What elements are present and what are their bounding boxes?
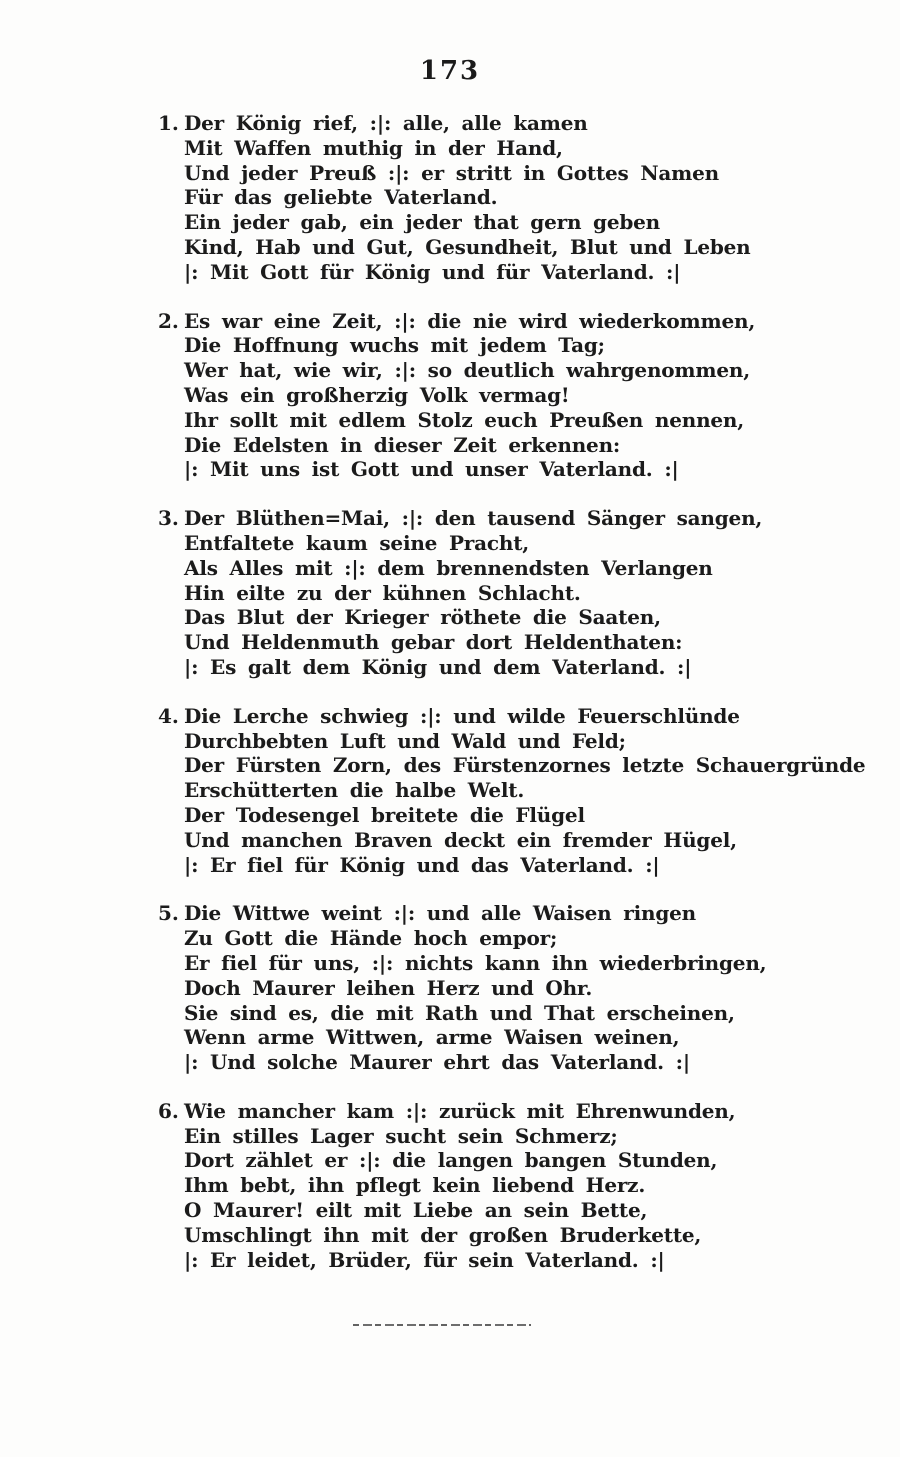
poem-line: Wie mancher kam :|: zurück mit Ehrenwunden, — [184, 1098, 736, 1123]
poem-line: Wenn arme Wittwen, arme Waisen weinen, — [184, 1025, 680, 1050]
stanza — [158, 901, 858, 1075]
poem-line: Ihr sollt mit edlem Stolz euch Preußen nennen, — [184, 407, 745, 432]
stanza-lines — [184, 1099, 735, 1273]
poem-line: Ein jeder gab, ein jeder that gern geben — [184, 210, 661, 235]
poem-line: Die Hoffnung wuchs mit jedem Tag; — [184, 333, 605, 358]
poem-line: Mit Waffen muthig in der Hand, — [184, 135, 563, 160]
stanza-number: 1. — [158, 111, 179, 135]
poem-line: Der Blüthen=Mai, :|: den tausend Sänger sangen, — [184, 506, 763, 531]
stanza-lines — [184, 506, 762, 680]
poem-line: Und Heldenmuth gebar dort Heldenthaten: — [184, 630, 683, 655]
poem-line: Zu Gott die Hände hoch empor; — [184, 926, 558, 951]
stanza-number: 3. — [158, 506, 179, 531]
stanza-lines — [184, 901, 766, 1075]
stanza-number: 2. — [158, 308, 179, 333]
poem-line: Der Todesengel breitete die Flügel — [184, 802, 585, 827]
poem-line: Es war eine Zeit, :|: die nie wird wiederkommen, — [184, 308, 756, 333]
poem-line: |: Und solche Maurer ehrt das Vaterland. :| — [184, 1050, 690, 1075]
poem-line: Erschütterten die halbe Welt. — [184, 778, 525, 803]
stanza-lines — [184, 309, 755, 483]
poem-line: Kind, Hab und Gut, Gesundheit, Blut und Leben — [184, 234, 751, 259]
poem-line: |: Er fiel für König und das Vaterland. :| — [184, 852, 660, 877]
poem-line: Doch Maurer leihen Herz und Ohr. — [184, 975, 593, 1000]
poem-line: Ihm bebt, ihn pflegt kein liebend Herz. — [184, 1173, 646, 1198]
poem-line: Was ein großherzig Volk vermag! — [184, 382, 570, 407]
poem-line: Und jeder Preuß :|: er stritt in Gottes Namen — [184, 160, 720, 185]
poem-line: Und manchen Braven deckt ein fremder Hügel, — [184, 827, 737, 852]
stanza — [158, 506, 858, 680]
poem-line: |: Er leidet, Brüder, für sein Vaterland. :| — [184, 1247, 665, 1272]
poem-line: Ein stilles Lager sucht sein Schmerz; — [184, 1123, 618, 1148]
poem-line: Wer hat, wie wir, :|: so deutlich wahrgenommen, — [184, 358, 750, 383]
poem-line: |: Es galt dem König und dem Vaterland. :| — [184, 654, 692, 679]
stanza-number: 5. — [158, 901, 179, 926]
poem-line: Hin eilte zu der kühnen Schlacht. — [184, 580, 581, 605]
poem-line: |: Mit uns ist Gott und unser Vaterland. :| — [184, 457, 679, 482]
stanza-lines — [184, 704, 865, 878]
poem-line: Umschlingt ihn mit der großen Bruderkette, — [184, 1222, 702, 1247]
poem-line: Die Wittwe weint :|: und alle Waisen ringen — [184, 901, 696, 926]
poem-line: Entfaltete kaum seine Pracht, — [184, 530, 530, 555]
poem-line: Der Fürsten Zorn, des Fürstenzornes letzte Schauergründe — [184, 753, 866, 778]
page-number: 173 — [419, 56, 481, 86]
stanza — [158, 111, 858, 285]
poem-line: Das Blut der Krieger röthete die Saaten, — [184, 605, 661, 630]
poem-line: Die Lerche schwieg :|: und wilde Feuerschlünde — [184, 703, 740, 728]
poem-line: Sie sind es, die mit Rath und That erscheinen, — [184, 1000, 735, 1025]
poem-line: |: Mit Gott für König und für Vaterland. :| — [184, 259, 681, 284]
stanza-lines — [184, 111, 751, 285]
poem-line: Dort zählet er :|: die langen bangen Stunden, — [184, 1148, 718, 1173]
decorative-rule — [353, 1324, 531, 1326]
poem-line: Er fiel für uns, :|: nichts kann ihn wiederbringen, — [184, 950, 767, 975]
stanza — [158, 309, 858, 483]
stanza — [158, 1099, 858, 1273]
poem-line: Für das geliebte Vaterland. — [184, 185, 498, 210]
poem-line: Die Edelsten in dieser Zeit erkennen: — [184, 432, 621, 457]
stanza — [158, 703, 866, 878]
poem-line: Der König rief, :|: alle, alle kamen — [184, 111, 588, 135]
poem-line: Als Alles mit :|: dem brennendsten Verlangen — [184, 555, 713, 580]
stanza-number: 6. — [158, 1098, 179, 1123]
poem — [158, 111, 866, 1296]
poem-line: O Maurer! eilt mit Liebe an sein Bette, — [184, 1198, 648, 1223]
stanza-number: 4. — [158, 703, 179, 728]
poem-line: Durchbebten Luft und Wald und Feld; — [184, 728, 626, 753]
